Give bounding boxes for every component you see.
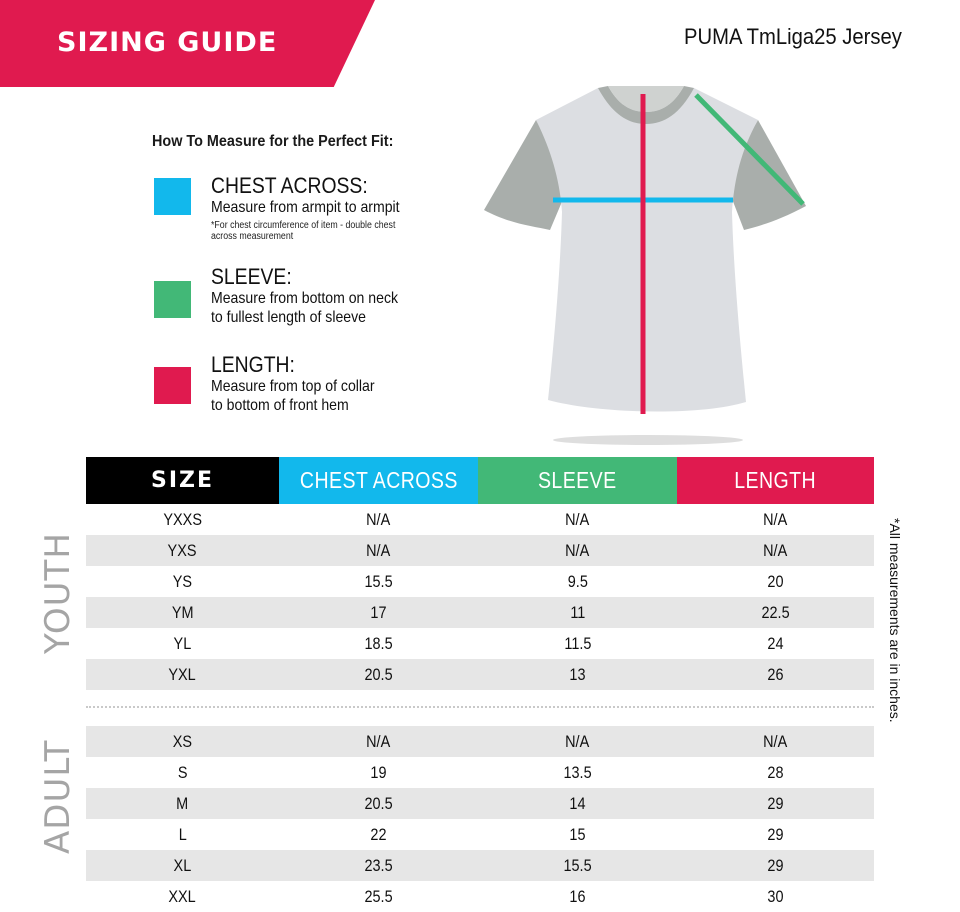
table-row: YM 17 11 22.5: [86, 597, 874, 628]
legend-chest-description: Measure from armpit to armpit: [211, 199, 400, 216]
header-sleeve: SLEEVE: [478, 457, 677, 504]
youth-group-label: YOUTH: [38, 532, 78, 654]
table-row: XS N/A N/A N/A: [86, 726, 874, 757]
chest-color-swatch: [154, 178, 191, 215]
legend-sleeve-description-1: Measure from bottom on neck: [211, 290, 399, 307]
legend-length-description-1: Measure from top of collar: [211, 378, 375, 395]
table-row: M 20.5 14 29: [86, 788, 874, 819]
table-row: S 19 13.5 28: [177, 762, 784, 782]
header-chest-across: CHEST ACROSS: [279, 457, 478, 504]
t-shirt-diagram-icon: [480, 82, 810, 452]
legend-length-title: LENGTH:: [211, 352, 295, 377]
legend-sleeve-description-2: to fullest length of sleeve: [211, 309, 366, 326]
page-title: SIZING GUIDE: [57, 27, 278, 58]
table-row: L 22 15 29: [178, 824, 784, 844]
size-chart-table: [86, 457, 874, 912]
sleeve-color-swatch: [154, 281, 191, 318]
adult-group-label: ADULT: [38, 739, 78, 854]
table-row: YS 15.5 9.5 20: [172, 571, 784, 591]
table-header: [86, 457, 874, 504]
legend-chest-title: CHEST ACROSS:: [211, 173, 368, 198]
table-row: YXL 20.5 13 26: [86, 659, 874, 690]
how-to-measure-heading: How To Measure for the Perfect Fit:: [152, 133, 394, 150]
table-row: XL 23.5 15.5 29: [86, 850, 874, 881]
measurement-units-note: *All measurements are in inches.: [887, 518, 903, 723]
length-color-swatch: [154, 367, 191, 404]
table-row: XXL 25.5 16 30: [168, 886, 784, 906]
legend-length-description-2: to bottom of front hem: [211, 397, 349, 414]
legend-chest-note-1: *For chest circumference of item - double chest: [211, 220, 396, 231]
table-row: YXXS N/A N/A N/A: [163, 509, 788, 529]
group-divider: [86, 690, 874, 726]
table-row: YL 18.5 11.5 24: [173, 633, 784, 653]
header-length: LENGTH: [677, 457, 874, 504]
legend-sleeve-title: SLEEVE:: [211, 264, 292, 289]
product-title: PUMA TmLiga25 Jersey: [684, 24, 902, 49]
header-size: SIZE: [86, 457, 279, 504]
table-row: YXS N/A N/A N/A: [86, 535, 874, 566]
legend-chest-note-2: across measurement: [211, 231, 294, 242]
